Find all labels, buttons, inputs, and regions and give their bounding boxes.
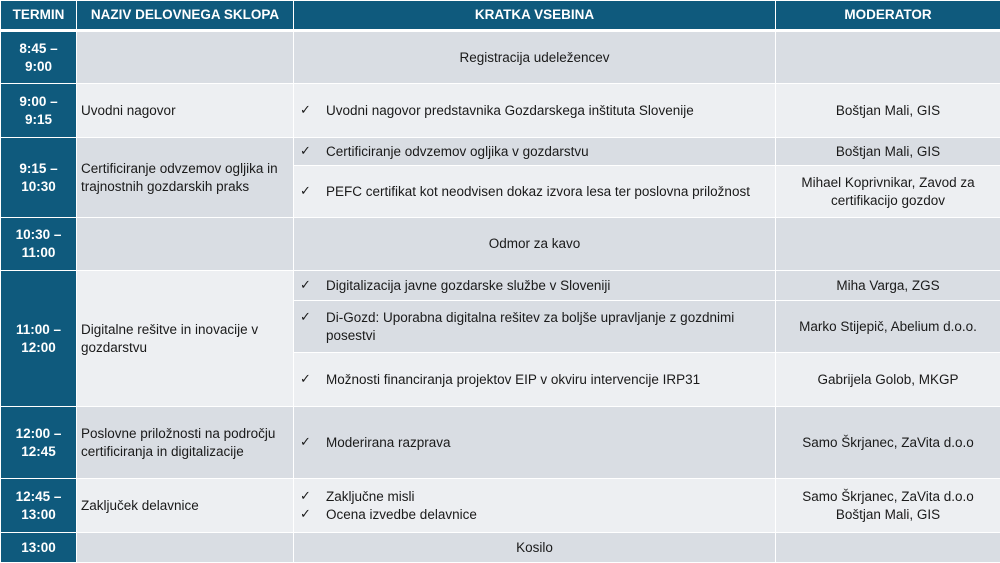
item-text: Certificiranje odvzemov ogljika v gozdarstvu [326, 143, 589, 159]
time-cell: 9:15 – 10:30 [1, 138, 77, 218]
section-cell: Poslovne priložnosti na področju certificiranja in digitalizacije [77, 407, 294, 479]
time-cell: 12:00 – 12:45 [1, 407, 77, 479]
checkmark-icon: ✓ [300, 434, 311, 450]
item-text: Moderirana razprava [326, 434, 451, 450]
content-cell [294, 301, 776, 353]
list-item [298, 183, 771, 201]
content-cell [294, 271, 776, 301]
moderator-cell: Mihael Koprivnikar, Zavod za certifikacijo gozdov [776, 166, 1000, 218]
content-cell [294, 166, 776, 218]
section-cell-empty [77, 218, 294, 271]
moderator-cell: Boštjan Mali, GIS [776, 138, 1000, 166]
list-item [298, 488, 771, 506]
moderator-line: Boštjan Mali, GIS [835, 506, 941, 522]
checkmark-icon: ✓ [300, 506, 311, 522]
moderator-cell: Gabrijela Golob, MKGP [776, 353, 1000, 407]
content-cell: Registracija udeležencev [294, 31, 776, 84]
list-item [298, 434, 771, 452]
section-cell-empty [77, 533, 294, 563]
agenda-row-registration [1, 31, 1000, 84]
content-cell: Kosilo [294, 533, 776, 563]
item-text: Možnosti financiranja projektov EIP v okviru intervencije IRP31 [326, 371, 701, 387]
moderator-cell-empty [776, 218, 1000, 271]
checkmark-icon: ✓ [300, 309, 311, 325]
list-item [298, 371, 771, 389]
item-text: Di-Gozd: Uporabna digitalna rešitev za boljše upravljanje z gozdnimi posestvi [326, 309, 735, 343]
list-item [298, 102, 771, 120]
header-vsebina: KRATKA VSEBINA [294, 1, 776, 31]
time-cell: 12:45 – 13:00 [1, 479, 77, 533]
checkmark-icon: ✓ [300, 143, 311, 159]
time-cell: 10:30 – 11:00 [1, 218, 77, 271]
list-item [298, 143, 771, 161]
header-termin: TERMIN [1, 1, 77, 31]
moderator-line: Samo Škrjanec, ZaVita d.o.o [802, 488, 974, 504]
section-cell-empty [77, 31, 294, 84]
time-cell: 9:00 – 9:15 [1, 84, 77, 138]
agenda-row-digital-1 [1, 271, 1000, 301]
header-naziv: NAZIV DELOVNEGA SKLOPA [77, 1, 294, 31]
moderator-cell: Marko Stijepič, Abelium d.o.o. [776, 301, 1000, 353]
checkmark-icon: ✓ [300, 183, 311, 199]
section-cell: Uvodni nagovor [77, 84, 294, 138]
content-cell: Odmor za kavo [294, 218, 776, 271]
content-cell [294, 353, 776, 407]
agenda-row-closing [1, 479, 1000, 533]
section-cell: Digitalne rešitve in inovacije v gozdarstvu [77, 271, 294, 407]
section-cell: Certificiranje odvzemov ogljika in trajnostnih gozdarskih praks [77, 138, 294, 218]
moderator-cell [776, 479, 1000, 533]
checkmark-icon: ✓ [300, 371, 311, 387]
list-item [298, 309, 771, 345]
content-cell [294, 138, 776, 166]
list-item [298, 277, 771, 295]
time-cell: 11:00 – 12:00 [1, 271, 77, 407]
agenda-row-carbon [1, 138, 1000, 166]
header-row [1, 1, 1000, 31]
agenda-row-coffee [1, 218, 1000, 271]
agenda-row-lunch [1, 533, 1000, 563]
item-text: Zaključne misli [326, 488, 415, 504]
checkmark-icon: ✓ [300, 277, 311, 293]
header-moderator: MODERATOR [776, 1, 1000, 31]
checkmark-icon: ✓ [300, 102, 311, 118]
item-text: PEFC certifikat kot neodvisen dokaz izvora lesa ter poslovna priložnost [326, 183, 750, 199]
moderator-cell: Boštjan Mali, GIS [776, 84, 1000, 138]
agenda-row-business [1, 407, 1000, 479]
moderator-cell-empty [776, 31, 1000, 84]
item-text: Uvodni nagovor predstavnika Gozdarskega inštituta Slovenije [326, 102, 694, 118]
checkmark-icon: ✓ [300, 488, 311, 504]
item-text: Digitalizacija javne gozdarske službe v Sloveniji [326, 277, 611, 293]
moderator-cell-empty [776, 533, 1000, 563]
time-cell: 13:00 [1, 533, 77, 563]
item-text: Ocena izvedbe delavnice [326, 506, 477, 522]
time-cell: 8:45 – 9:00 [1, 31, 77, 84]
content-cell [294, 479, 776, 533]
moderator-cell: Samo Škrjanec, ZaVita d.o.o [776, 407, 1000, 479]
list-item [298, 506, 771, 524]
content-cell [294, 84, 776, 138]
content-cell [294, 407, 776, 479]
moderator-cell: Miha Varga, ZGS [776, 271, 1000, 301]
section-cell: Zaključek delavnice [77, 479, 294, 533]
agenda-row-opening [1, 84, 1000, 138]
